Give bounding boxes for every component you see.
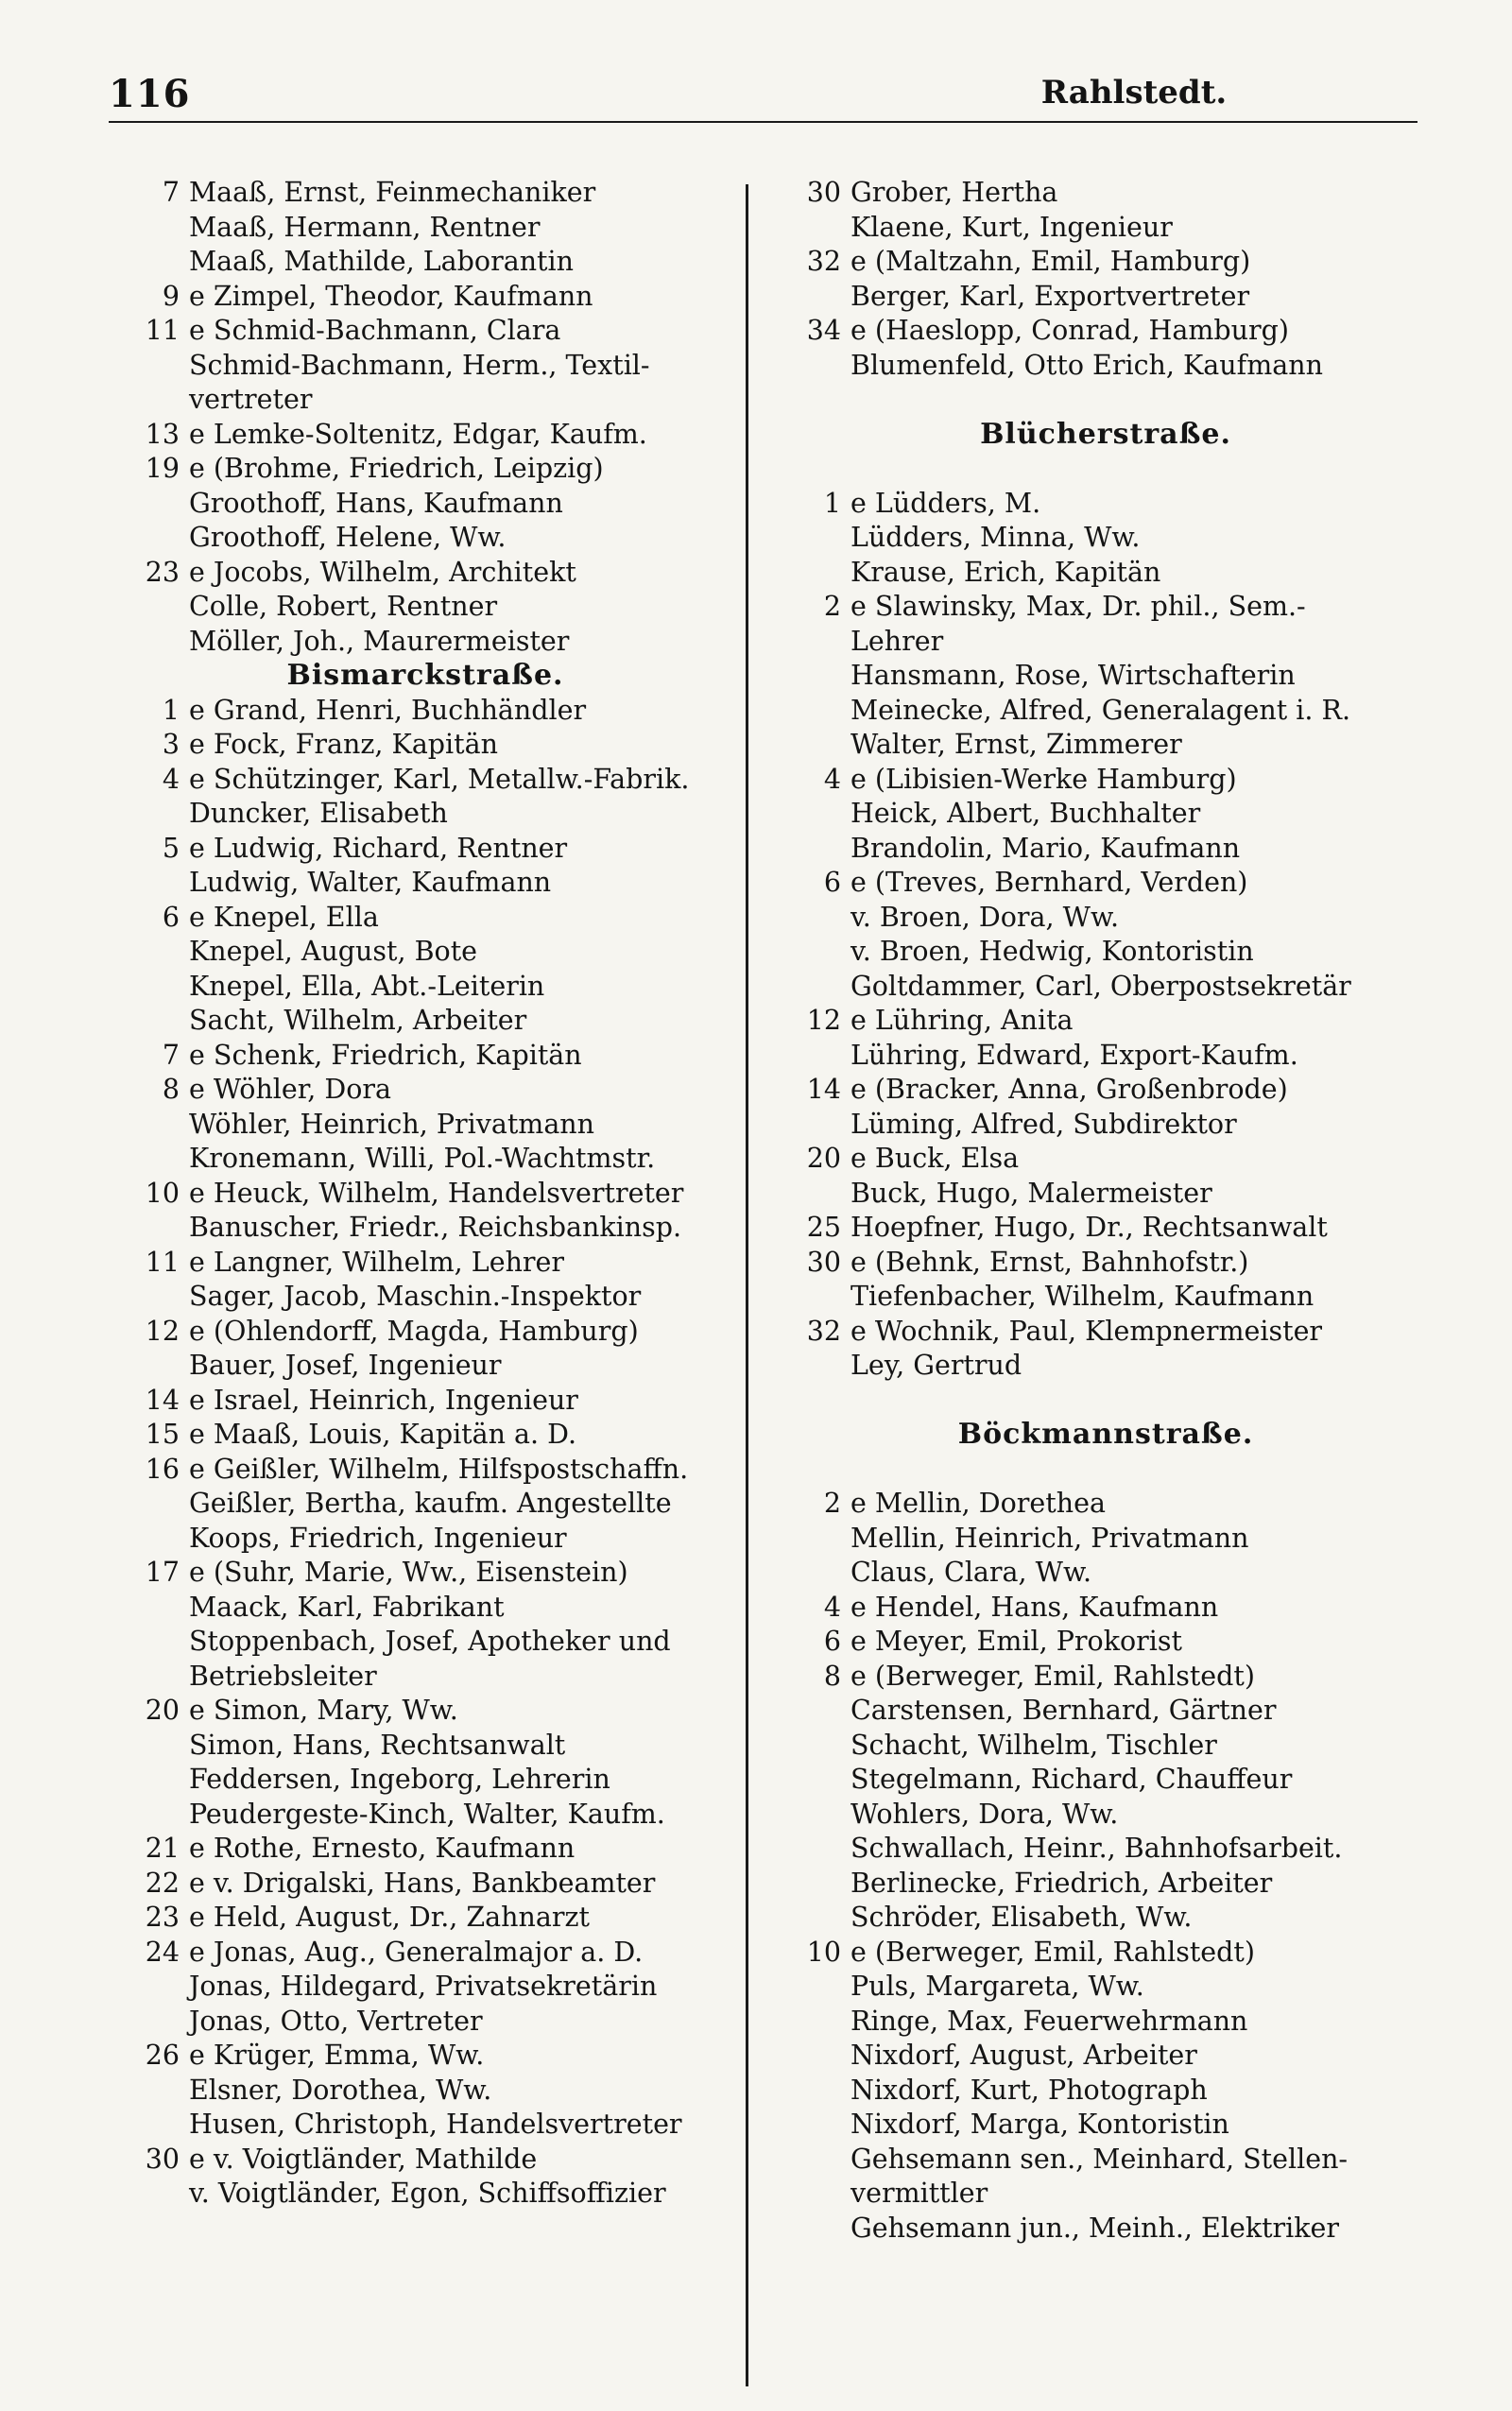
directory-entry	[775, 1142, 1436, 1177]
resident-text: e Held, August, Dr., Zahnarzt	[189, 1902, 590, 1933]
house-number: 10	[145, 1177, 180, 1209]
resident-text: e Hendel, Hans, Kaufmann	[850, 1591, 1219, 1623]
directory-entry	[775, 970, 1436, 1005]
resident-text: Nixdorf, Kurt, Photograph	[850, 2074, 1208, 2106]
resident-text: Stegelmann, Richard, Chauffeur	[850, 1764, 1293, 1795]
directory-entry	[775, 2177, 1436, 2212]
house-number: 25	[806, 1212, 841, 1243]
directory-entry	[113, 832, 737, 867]
directory-entry	[775, 1522, 1436, 1557]
directory-entry	[775, 1763, 1436, 1798]
house-number: 5	[162, 832, 180, 864]
resident-text: e Krüger, Emma, Ww.	[189, 2040, 485, 2071]
house-number: 20	[806, 1143, 841, 1174]
resident-text: v. Voigtländer, Egon, Schiffsoffizier	[189, 2178, 666, 2209]
house-number: 2	[823, 1488, 841, 1519]
house-number: 26	[145, 2040, 180, 2071]
directory-entry	[775, 1211, 1436, 1246]
spacer	[775, 383, 1436, 418]
resident-text: e Heuck, Wilhelm, Handelsvertreter	[189, 1177, 684, 1209]
directory-entry	[775, 935, 1436, 970]
directory-entry	[113, 521, 737, 556]
house-number: 3	[162, 729, 180, 760]
resident-text: Maaß, Ernst, Feinmechaniker	[189, 177, 596, 208]
resident-text: Colle, Robert, Rentner	[189, 591, 498, 622]
directory-entry	[113, 1487, 737, 1522]
directory-entry	[775, 2108, 1436, 2143]
directory-entry	[775, 2005, 1436, 2040]
directory-entry	[775, 280, 1436, 315]
house-number: 14	[806, 1074, 841, 1105]
directory-entry	[775, 349, 1436, 384]
directory-entry	[775, 1660, 1436, 1695]
resident-text: e Wöhler, Dora	[189, 1074, 392, 1105]
resident-text: Sacht, Wilhelm, Arbeiter	[189, 1005, 527, 1036]
spacer	[775, 1453, 1436, 1488]
house-number: 30	[806, 177, 841, 208]
resident-text: Peudergeste-Kinch, Walter, Kaufm.	[189, 1798, 665, 1830]
directory-entry	[113, 2177, 737, 2212]
house-number: 14	[145, 1384, 180, 1416]
directory-entry	[775, 1625, 1436, 1660]
resident-text: e (Behnk, Ernst, Bahnhofstr.)	[850, 1246, 1249, 1278]
resident-text: e Buck, Elsa	[850, 1143, 1020, 1174]
house-number: 13	[145, 418, 180, 450]
resident-text: e Zimpel, Theodor, Kaufmann	[189, 280, 593, 312]
directory-entry	[113, 901, 737, 936]
house-number: 1	[823, 487, 841, 519]
directory-entry	[775, 1246, 1436, 1281]
resident-text: Lüming, Alfred, Subdirektor	[850, 1108, 1237, 1140]
directory-entry	[775, 1970, 1436, 2005]
resident-text: Claus, Clara, Ww.	[850, 1557, 1092, 1588]
directory-entry	[775, 487, 1436, 522]
page-number: 116	[109, 72, 191, 116]
street-heading: Blücherstraße.	[980, 417, 1231, 451]
directory-entry	[113, 383, 737, 418]
house-number: 23	[145, 556, 180, 588]
spacer	[775, 1384, 1436, 1419]
directory-entry	[113, 1315, 737, 1350]
resident-text: Hoepfner, Hugo, Dr., Rechtsanwalt	[850, 1212, 1328, 1243]
resident-text: Wohlers, Dora, Ww.	[850, 1798, 1119, 1830]
resident-text: Elsner, Dorothea, Ww.	[189, 2074, 492, 2106]
directory-entry	[113, 1970, 737, 2005]
directory-entry	[113, 1142, 737, 1177]
directory-entry	[775, 556, 1436, 591]
directory-entry	[113, 556, 737, 591]
directory-entry	[113, 280, 737, 315]
house-number: 9	[162, 280, 180, 312]
directory-entry	[113, 1591, 737, 1626]
directory-entry	[113, 1522, 737, 1557]
directory-entry	[775, 1867, 1436, 1902]
house-number: 20	[145, 1695, 180, 1726]
directory-entry	[775, 694, 1436, 729]
house-number: 8	[823, 1660, 841, 1692]
resident-text: Nixdorf, Marga, Kontoristin	[850, 2109, 1229, 2140]
directory-entry	[113, 1349, 737, 1384]
resident-text: e (Libisien-Werke Hamburg)	[850, 763, 1237, 795]
directory-entry	[113, 1418, 737, 1453]
resident-text: Groothoff, Hans, Kaufmann	[189, 487, 563, 519]
directory-entry	[113, 1246, 737, 1281]
resident-text: Knepel, August, Bote	[189, 936, 478, 967]
directory-entry	[775, 1901, 1436, 1936]
resident-text: Maaß, Hermann, Rentner	[189, 211, 541, 243]
directory-entry	[775, 2039, 1436, 2074]
directory-entry	[775, 901, 1436, 936]
resident-text: e (Treves, Bernhard, Verden)	[850, 867, 1248, 898]
directory-entry	[113, 866, 737, 901]
resident-text: Jonas, Hildegard, Privatsekretärin	[189, 1971, 658, 2002]
resident-text: Ley, Gertrud	[850, 1350, 1022, 1381]
resident-text: Feddersen, Ingeborg, Lehrerin	[189, 1764, 610, 1795]
directory-entry	[113, 245, 737, 280]
directory-entry	[775, 1591, 1436, 1626]
directory-entry	[113, 1729, 737, 1764]
resident-text: e Ludwig, Richard, Rentner	[189, 832, 568, 864]
resident-text: v. Broen, Hedwig, Kontoristin	[850, 936, 1254, 967]
resident-text: Gehsemann jun., Meinh., Elektriker	[850, 2212, 1340, 2244]
directory-entry	[113, 1177, 737, 1212]
resident-text: Simon, Hans, Rechtsanwalt	[189, 1729, 566, 1761]
directory-entry	[775, 590, 1436, 625]
resident-text: Hansmann, Rose, Wirtschafterin	[850, 660, 1296, 691]
directory-entry	[113, 418, 737, 453]
directory-entry	[113, 1384, 737, 1419]
directory-entry	[775, 1487, 1436, 1522]
resident-text: Wöhler, Heinrich, Privatmann	[189, 1108, 595, 1140]
directory-entry	[775, 1280, 1436, 1315]
resident-text: e Wochnik, Paul, Klempnermeister	[850, 1315, 1323, 1347]
resident-text: e Geißler, Wilhelm, Hilfspostschaffn.	[189, 1453, 689, 1485]
resident-text: Goltdammer, Carl, Oberpostsekretär	[850, 970, 1351, 1002]
right-column	[775, 176, 1436, 2246]
directory-entry	[113, 1625, 737, 1660]
house-number: 30	[145, 2143, 180, 2175]
resident-text: Koops, Friedrich, Ingenieur	[189, 1522, 567, 1554]
resident-text: Kronemann, Willi, Pol.-Wachtmstr.	[189, 1143, 656, 1174]
resident-text: Möller, Joh., Maurermeister	[189, 625, 570, 657]
resident-text: Sager, Jacob, Maschin.-Inspektor	[189, 1281, 642, 1312]
directory-entry	[775, 245, 1436, 280]
directory-entry	[775, 1832, 1436, 1867]
directory-entry	[775, 1936, 1436, 1971]
directory-entry	[113, 1660, 737, 1695]
street-heading: Böckmannstraße.	[957, 1418, 1254, 1451]
resident-text: Schacht, Wilhelm, Tischler	[850, 1729, 1217, 1761]
resident-text: Carstensen, Bernhard, Gärtner	[850, 1695, 1277, 1726]
directory-entry	[113, 176, 737, 211]
house-number: 10	[806, 1936, 841, 1968]
resident-text: Duncker, Elisabeth	[189, 798, 448, 829]
directory-entry	[113, 2039, 737, 2074]
house-number: 8	[162, 1074, 180, 1105]
resident-text: e v. Drigalski, Hans, Bankbeamter	[189, 1867, 656, 1899]
directory-entry	[775, 1004, 1436, 1039]
resident-text: e Schenk, Friedrich, Kapitän	[189, 1039, 582, 1071]
directory-entry	[775, 176, 1436, 211]
directory-entry	[113, 1694, 737, 1729]
resident-text: Tiefenbacher, Wilhelm, Kaufmann	[850, 1281, 1314, 1312]
house-number: 32	[806, 246, 841, 277]
resident-text: Lehrer	[850, 625, 944, 657]
column-divider	[746, 184, 748, 2386]
directory-entry	[113, 2074, 737, 2109]
directory-entry	[775, 314, 1436, 349]
resident-text: e v. Voigtländer, Mathilde	[189, 2143, 538, 2175]
directory-entry	[775, 211, 1436, 246]
house-number: 24	[145, 1936, 180, 1968]
resident-text: Gehsemann sen., Meinhard, Stellen-	[850, 2143, 1349, 2175]
directory-entry	[113, 2108, 737, 2143]
directory-entry	[775, 1694, 1436, 1729]
directory-entry	[775, 1315, 1436, 1350]
directory-entry	[113, 1280, 737, 1315]
resident-text: Schröder, Elisabeth, Ww.	[850, 1902, 1193, 1933]
house-number: 34	[806, 315, 841, 346]
resident-text: e (Maltzahn, Emil, Hamburg)	[850, 246, 1251, 277]
directory-entry	[775, 763, 1436, 798]
resident-text: Walter, Ernst, Zimmerer	[850, 729, 1182, 760]
directory-entry	[113, 1867, 737, 1902]
resident-text: e Israel, Heinrich, Ingenieur	[189, 1384, 578, 1416]
resident-text: Maaß, Mathilde, Laborantin	[189, 246, 574, 277]
left-column	[113, 176, 737, 2212]
house-number: 12	[145, 1315, 180, 1347]
house-number: 15	[145, 1419, 180, 1450]
directory-entry	[113, 1039, 737, 1074]
resident-text: e Jonas, Aug., Generalmajor a. D.	[189, 1936, 644, 1968]
resident-text: Stoppenbach, Josef, Apotheker und	[189, 1626, 671, 1657]
resident-text: Banuscher, Friedr., Reichsbankinsp.	[189, 1212, 682, 1243]
directory-entry	[113, 349, 737, 384]
directory-entry	[775, 2212, 1436, 2247]
resident-text: vermittler	[850, 2178, 988, 2209]
resident-text: e (Haeslopp, Conrad, Hamburg)	[850, 315, 1290, 346]
directory-entry	[775, 1729, 1436, 1764]
resident-text: e (Berweger, Emil, Rahlstedt)	[850, 1936, 1255, 1968]
resident-text: Ringe, Max, Feuerwehrmann	[850, 2005, 1248, 2037]
spacer	[775, 452, 1436, 487]
resident-text: e Fock, Franz, Kapitän	[189, 729, 498, 760]
resident-text: Berger, Karl, Exportvertreter	[850, 280, 1250, 312]
resident-text: Geißler, Bertha, kaufm. Angestellte	[189, 1488, 672, 1519]
house-number: 7	[162, 1039, 180, 1071]
resident-text: e Langner, Wilhelm, Lehrer	[189, 1246, 565, 1278]
directory-entry	[113, 935, 737, 970]
directory-entry	[113, 728, 737, 763]
resident-text: e Mellin, Dorethea	[850, 1488, 1106, 1519]
directory-entry	[113, 2143, 737, 2178]
directory-entry	[113, 1073, 737, 1108]
directory-entry	[775, 1349, 1436, 1384]
resident-text: Schwallach, Heinr., Bahnhofsarbeit.	[850, 1833, 1343, 1864]
house-number: 4	[162, 763, 180, 795]
directory-entry	[775, 728, 1436, 763]
resident-text: e Slawinsky, Max, Dr. phil., Sem.-	[850, 591, 1306, 622]
directory-entry	[775, 866, 1436, 901]
directory-entry	[113, 694, 737, 729]
directory-entry	[113, 1798, 737, 1833]
directory-entry	[775, 2143, 1436, 2178]
resident-text: Lühring, Edward, Export-Kaufm.	[850, 1039, 1298, 1071]
house-number: 21	[145, 1833, 180, 1864]
house-number: 6	[162, 901, 180, 933]
house-number: 4	[823, 1591, 841, 1623]
directory-entry	[775, 625, 1436, 660]
resident-text: Knepel, Ella, Abt.-Leiterin	[189, 970, 545, 1002]
directory-entry	[113, 1936, 737, 1971]
directory-entry	[775, 1073, 1436, 1108]
page-header	[109, 68, 1418, 123]
directory-entry	[775, 659, 1436, 694]
directory-entry	[775, 1108, 1436, 1143]
directory-entry	[775, 1798, 1436, 1833]
resident-text: e (Ohlendorff, Magda, Hamburg)	[189, 1315, 639, 1347]
resident-text: e Knepel, Ella	[189, 901, 379, 933]
directory-entry	[113, 1556, 737, 1591]
directory-entry	[775, 1039, 1436, 1074]
directory-entry	[113, 2005, 737, 2040]
directory-entry	[113, 314, 737, 349]
directory-entry	[113, 590, 737, 625]
resident-text: e Schützinger, Karl, Metallw.-Fabrik.	[189, 763, 690, 795]
resident-text: Krause, Erich, Kapitän	[850, 556, 1161, 588]
house-number: 30	[806, 1246, 841, 1278]
resident-text: v. Broen, Dora, Ww.	[850, 901, 1120, 933]
house-number: 6	[823, 1626, 841, 1657]
directory-entry	[113, 970, 737, 1005]
house-number: 7	[162, 177, 180, 208]
resident-text: e Maaß, Louis, Kapitän a. D.	[189, 1419, 577, 1450]
resident-text: Blumenfeld, Otto Erich, Kaufmann	[850, 349, 1323, 381]
resident-text: e Rothe, Ernesto, Kaufmann	[189, 1833, 576, 1864]
resident-text: e (Brohme, Friedrich, Leipzig)	[189, 453, 604, 484]
directory-entry	[775, 2074, 1436, 2109]
resident-text: Brandolin, Mario, Kaufmann	[850, 832, 1241, 864]
resident-text: e Simon, Mary, Ww.	[189, 1695, 458, 1726]
resident-text: e (Bracker, Anna, Großenbrode)	[850, 1074, 1288, 1105]
resident-text: Berlinecke, Friedrich, Arbeiter	[850, 1867, 1273, 1899]
house-number: 16	[145, 1453, 180, 1485]
directory-entry	[775, 1556, 1436, 1591]
resident-text: Meinecke, Alfred, Generalagent i. R.	[850, 694, 1351, 726]
resident-text: Bauer, Josef, Ingenieur	[189, 1350, 502, 1381]
resident-text: Betriebsleiter	[189, 1660, 377, 1692]
resident-text: Husen, Christoph, Handelsvertreter	[189, 2109, 682, 2140]
running-head: Rahlstedt.	[1040, 74, 1228, 112]
house-number: 32	[806, 1315, 841, 1347]
resident-text: Puls, Margareta, Ww.	[850, 1971, 1144, 2002]
directory-entry	[113, 1901, 737, 1936]
directory-entry	[775, 832, 1436, 867]
directory-entry	[113, 1211, 737, 1246]
resident-text: vertreter	[189, 384, 313, 415]
directory-entry	[113, 763, 737, 798]
directory-entry	[113, 487, 737, 522]
directory-entry	[113, 1763, 737, 1798]
house-number: 22	[145, 1867, 180, 1899]
resident-text: Schmid-Bachmann, Herm., Textil-	[189, 349, 650, 381]
resident-text: Nixdorf, August, Arbeiter	[850, 2040, 1197, 2071]
directory-entry	[775, 1177, 1436, 1212]
resident-text: Jonas, Otto, Vertreter	[189, 2005, 483, 2037]
house-number: 19	[145, 453, 180, 484]
resident-text: e Grand, Henri, Buchhändler	[189, 694, 587, 726]
house-number: 12	[806, 1005, 841, 1036]
directory-entry	[113, 1004, 737, 1039]
house-number: 17	[145, 1557, 180, 1588]
resident-text: e Lemke-Soltenitz, Edgar, Kaufm.	[189, 418, 647, 450]
resident-text: e Meyer, Emil, Prokorist	[850, 1626, 1182, 1657]
resident-text: e (Suhr, Marie, Ww., Eisenstein)	[189, 1557, 628, 1588]
resident-text: Maack, Karl, Fabrikant	[189, 1591, 505, 1623]
directory-entry	[113, 1832, 737, 1867]
house-number: 11	[145, 1246, 180, 1278]
house-number: 4	[823, 763, 841, 795]
directory-entry	[113, 211, 737, 246]
resident-text: Lüdders, Minna, Ww.	[850, 522, 1141, 553]
resident-text: Klaene, Kurt, Ingenieur	[850, 211, 1173, 243]
resident-text: e (Berweger, Emil, Rahlstedt)	[850, 1660, 1255, 1692]
house-number: 1	[162, 694, 180, 726]
house-number: 2	[823, 591, 841, 622]
resident-text: e Lühring, Anita	[850, 1005, 1074, 1036]
house-number: 6	[823, 867, 841, 898]
resident-text: e Schmid-Bachmann, Clara	[189, 315, 561, 346]
directory-entry	[113, 1453, 737, 1488]
resident-text: e Lüdders, M.	[850, 487, 1041, 519]
resident-text: e Jocobs, Wilhelm, Architekt	[189, 556, 576, 588]
directory-entry	[775, 521, 1436, 556]
directory-entry	[113, 452, 737, 487]
resident-text: Mellin, Heinrich, Privatmann	[850, 1522, 1249, 1554]
directory-entry	[775, 797, 1436, 832]
directory-entry	[113, 1108, 737, 1143]
directory-entry	[113, 625, 737, 660]
directory-entry	[113, 797, 737, 832]
resident-text: Grober, Hertha	[850, 177, 1058, 208]
resident-text: Groothoff, Helene, Ww.	[189, 522, 507, 553]
street-heading: Bismarckstraße.	[286, 659, 564, 692]
resident-text: Ludwig, Walter, Kaufmann	[189, 867, 552, 898]
resident-text: Heick, Albert, Buchhalter	[850, 798, 1201, 829]
house-number: 11	[145, 315, 180, 346]
resident-text: Buck, Hugo, Malermeister	[850, 1177, 1212, 1209]
house-number: 23	[145, 1902, 180, 1933]
